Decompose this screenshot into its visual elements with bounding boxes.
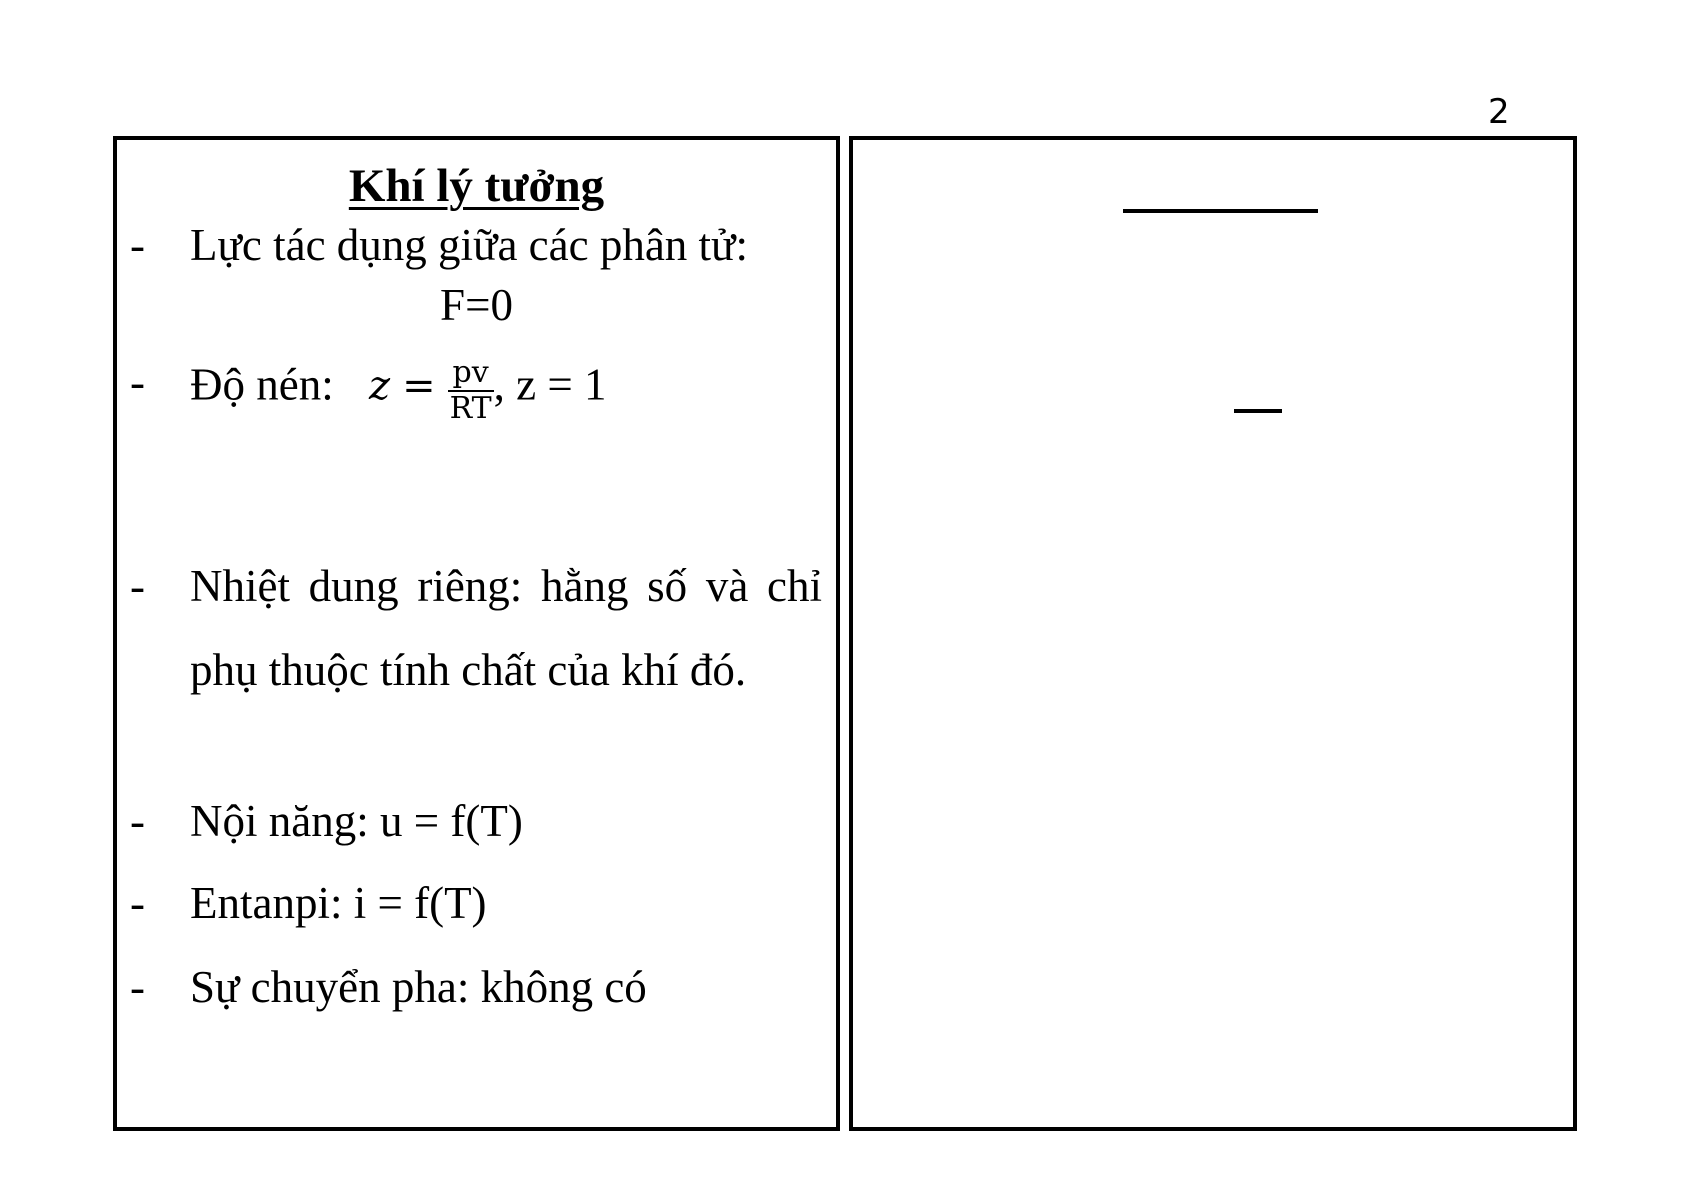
bullet-dash: -	[130, 357, 145, 407]
ideal-gas-panel	[113, 136, 840, 1131]
fraction-bar	[1234, 409, 1282, 413]
list-item-text: Entanpi: i = f(T)	[190, 878, 487, 928]
math-equals: =	[402, 363, 436, 410]
page-number: 2	[1488, 92, 1510, 132]
pv-over-rt-fraction	[448, 356, 494, 426]
fraction-denominator: RT	[449, 391, 492, 426]
list-item-specific-heat	[117, 544, 836, 714]
bullet-dash: -	[130, 561, 145, 611]
compressibility-suffix: , z = 1	[493, 359, 607, 410]
title-underline	[1123, 209, 1318, 213]
panel-title: Khí lý tưởng	[348, 160, 605, 212]
force-formula: F=0	[440, 280, 513, 330]
list-item-text: Nội năng: u = f(T)	[190, 796, 523, 846]
math-variable-z: z	[368, 363, 391, 410]
comparison-panel	[849, 136, 1577, 1131]
list-item-text: Nhiệt dung riêng: hằng số và chỉ phụ thuộc tính chất của khí đó.	[190, 561, 822, 695]
fraction-numerator: pv	[448, 356, 494, 392]
bullet-dash: -	[130, 962, 145, 1012]
list-item-text: Lực tác dụng giữa các phân tử:	[190, 220, 748, 270]
bullet-dash: -	[130, 878, 145, 928]
list-item-text: Sự chuyển pha: không có	[190, 962, 647, 1012]
bullet-dash: -	[130, 796, 145, 846]
compressibility-label: Độ nén:	[190, 359, 334, 410]
compressibility-line	[190, 354, 607, 424]
bullet-dash: -	[130, 220, 145, 270]
